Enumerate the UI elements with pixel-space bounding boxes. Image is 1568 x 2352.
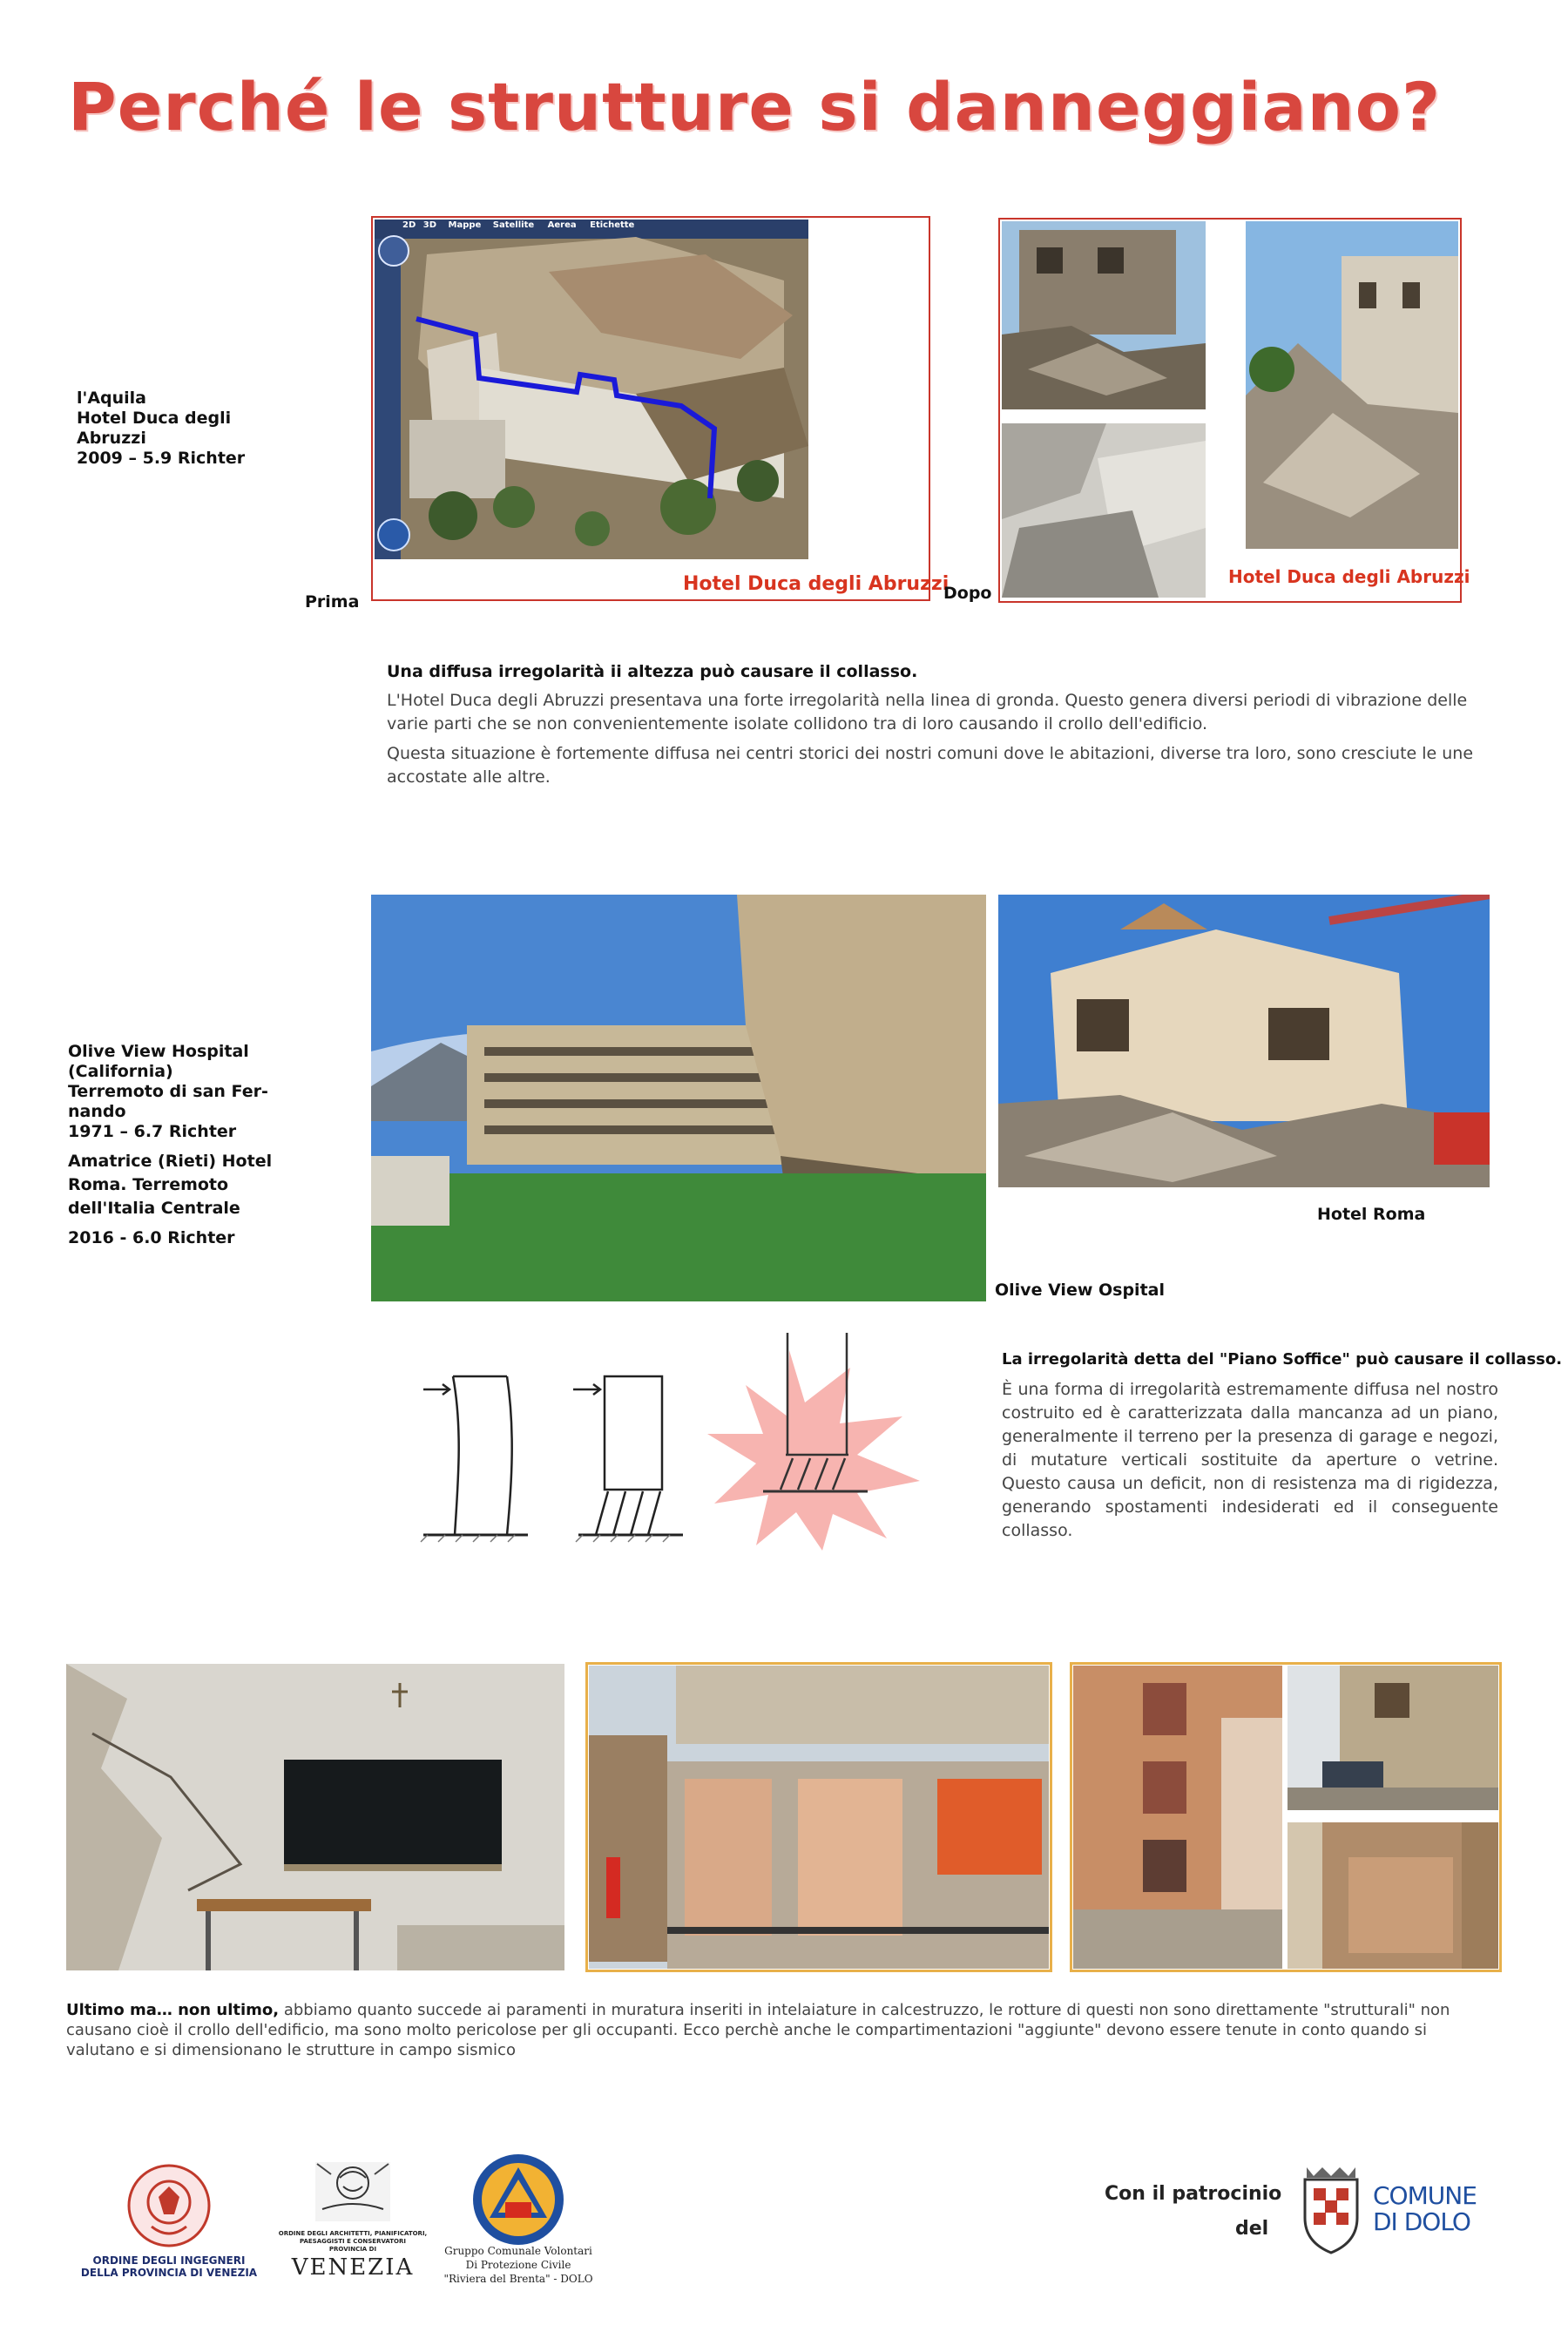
architetti-line: PROVINCIA DI	[328, 2246, 377, 2253]
dolo-coat-of-arms	[1294, 2164, 1368, 2256]
caption-line: Amatrice (Rieti) Hotel	[68, 1152, 273, 1171]
map-toolbar	[402, 220, 634, 230]
soft-storey-diagrams	[380, 1333, 955, 1551]
comune-line: DI DOLO	[1373, 2207, 1470, 2236]
infill-wall-photo-3	[1288, 1666, 1498, 1810]
map-tab-satellite[interactable]: Satellite	[492, 220, 535, 230]
collapse-photo-2	[1002, 423, 1206, 598]
comune-line: COMUNE	[1373, 2181, 1477, 2210]
section3-text	[66, 2000, 1500, 2060]
olive-view-photo	[371, 895, 986, 1301]
infill-wall-photo-2	[1073, 1666, 1282, 1969]
ingegneri-line: ORDINE DEGLI INGEGNERI	[92, 2254, 246, 2267]
section1-heading: Una diffusa irregolarità ii altezza può causare il collasso.	[387, 662, 918, 681]
caption-line: Olive View Hospital	[68, 1042, 249, 1061]
protezione-line: Di Protezione Civile	[465, 2259, 571, 2271]
architetti-line: ORDINE DEGLI ARCHITETTI, PIANIFICATORI,	[278, 2230, 428, 2237]
section1-paragraph2: Questa situazione è fortemente diffusa nei centri storici dei nostri comuni dove le abitazioni, diverse tra loro, sono cresciute le une accostate alle altre.	[387, 744, 1474, 787]
caption-line: dell'Italia Centrale	[68, 1199, 240, 1218]
protezione-civile-logo	[470, 2152, 566, 2247]
architetti-logo	[305, 2157, 401, 2227]
protezione-line: Gruppo Comunale Volontari	[444, 2245, 592, 2257]
patrocinio-line-1: Con il patrocinio	[1105, 2183, 1282, 2205]
page-title: Perché le strutture si danneggiano?	[68, 68, 1442, 145]
caption-line: 2009 – 5.9 Richter	[77, 449, 246, 468]
caption-line: Roma. Terremoto	[68, 1175, 229, 1194]
caption-amatrice-richter: 2016 - 6.0 Richter	[68, 1228, 235, 1247]
section2-paragraph: È una forma di irregolarità estremamente diffusa nel nostro costruito ed è caratterizzata dalla mancanza ad un piano, generalmente il terreno per la presenza di garage e negozi, di mutature verticali sostituite da aperture o vetrine. Questo causa un deficit, non di resistenza ma di rigidezza, generando spostamenti indesiderati ed il conseguente collasso.	[1002, 1380, 1498, 1540]
map-tab-etichette[interactable]: Etichette	[590, 220, 635, 230]
caption-line: (California)	[68, 1062, 173, 1081]
collapse-photo-3	[1246, 221, 1458, 549]
map-tab-2d[interactable]: 2D	[402, 220, 416, 230]
ingegneri-logo	[125, 2162, 213, 2249]
label-dopo: Dopo	[943, 584, 992, 603]
map-tab-3d[interactable]: 3D	[422, 220, 437, 230]
caption-line: l'Aquila	[77, 389, 147, 408]
architetti-text	[261, 2230, 444, 2281]
architetti-line: PAESAGGISTI E CONSERVATORI	[299, 2238, 406, 2245]
aerial-map-image	[375, 220, 808, 559]
collapse-photo-1	[1002, 221, 1206, 409]
label-prima: Prima	[305, 592, 360, 612]
hotel-roma-photo	[998, 895, 1490, 1187]
caption-line: Hotel Duca degli	[77, 409, 232, 428]
hotel-label-before: Hotel Duca degli Abruzzi	[683, 573, 950, 595]
ingegneri-line: DELLA PROVINCIA DI VENEZIA	[80, 2267, 258, 2279]
infill-wall-photo-4	[1288, 1822, 1498, 1969]
caption-laquila	[77, 389, 245, 469]
architetti-city: VENEZIA	[291, 2254, 415, 2281]
protezione-line: "Riviera del Brenta" - DOLO	[443, 2273, 593, 2285]
caption-olive-view	[68, 1042, 268, 1142]
map-tab-mappe[interactable]: Mappe	[448, 220, 482, 230]
section2-heading: La irregolarità detta del "Piano Soffice" può causare il collasso.	[1002, 1350, 1563, 1369]
caption-line: Abruzzi	[77, 429, 146, 448]
caption-amatrice	[68, 1150, 272, 1220]
hotel-label-after: Hotel Duca degli Abruzzi	[1228, 566, 1470, 587]
label-hotel-roma: Hotel Roma	[1317, 1205, 1426, 1224]
ingegneri-text	[66, 2254, 272, 2279]
comune-di-dolo	[1373, 2183, 1477, 2235]
section3-paragraph: abbiamo quanto succede ai paramenti in muratura inseriti in intelaiature in calcestruzzo, le rotture di questi non sono direttamente "strutturali" non causano cioè il crollo dell'edificio, ma sono molto pericolose per gli occupanti. Ecco perchè anche le compartimentazioni "aggiunte" devono essere tenute in conto quando si valutano e si dimensionano le strutture in campo sismico	[66, 2001, 1450, 2059]
section1-text	[387, 689, 1500, 789]
caption-line: Terremoto di san Fer-	[68, 1082, 268, 1101]
section1-paragraph1: L'Hotel Duca degli Abruzzi presentava una forte irregolarità nella linea di gronda. Questo genera diversi periodi di vibrazione delle varie parti che se non convenientemente isolate collidono tra di loro causando il crollo dell'edificio.	[387, 691, 1468, 733]
protezione-civile-text	[422, 2244, 615, 2286]
label-olive-view: Olive View Ospital	[995, 1281, 1165, 1300]
infill-wall-photo-1	[589, 1666, 1049, 1969]
caption-line: 1971 – 6.7 Richter	[68, 1122, 237, 1141]
patrocinio-line-2: del	[1235, 2218, 1269, 2240]
section3-bold-lead: Ultimo ma… non ultimo,	[66, 2001, 280, 2019]
classroom-damage-photo	[66, 1664, 564, 1970]
map-tab-aerea[interactable]: Aerea	[547, 220, 577, 230]
caption-line: nando	[68, 1102, 126, 1121]
